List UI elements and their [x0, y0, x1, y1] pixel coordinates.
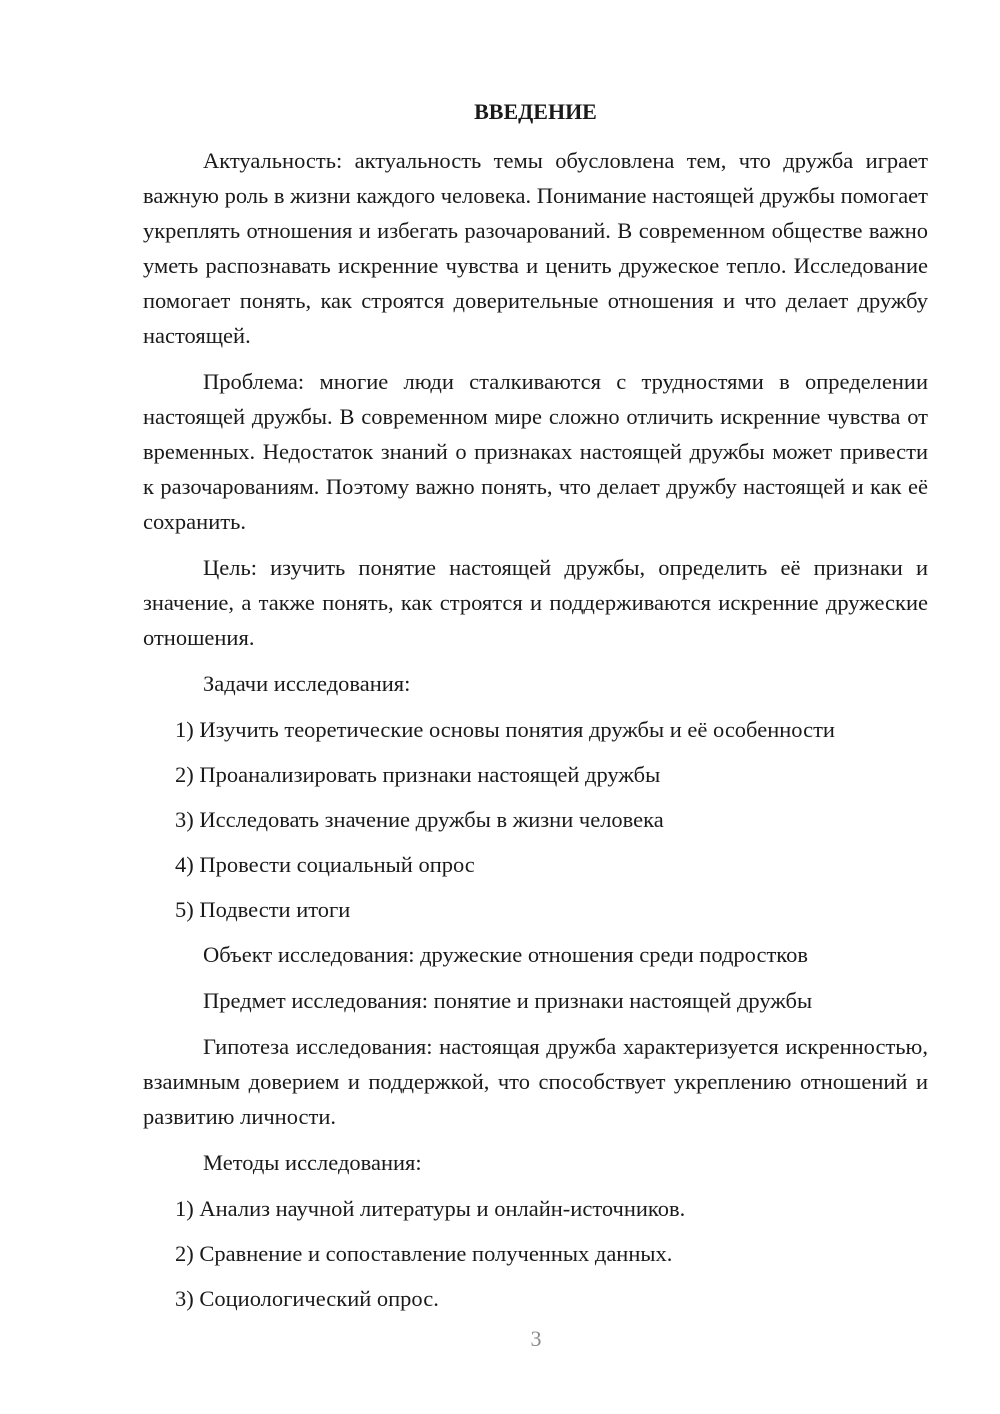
tasks-list	[143, 712, 928, 927]
subject-line: Предмет исследования: понятие и признаки настоящей дружбы	[203, 988, 813, 1013]
list-item: 3) Исследовать значение дружбы в жизни человека	[175, 807, 664, 832]
list-item: 5) Подвести итоги	[175, 897, 351, 922]
relevance-paragraph: Актуальность: актуальность темы обусловлена тем, что дружба играет важную роль в жизни каждого человека. Понимание настоящей дружбы помогает укреплять отношения и избегать разочарований. В современном обществе важно уметь распознавать искренние чувства и ценить дружеское тепло. Исследование помогает понять, как строятся доверительные отношения и что делает дружбу настоящей.	[143, 148, 929, 348]
list-item: 2) Проанализировать признаки настоящей дружбы	[175, 762, 661, 787]
tasks-heading: Задачи исследования:	[203, 671, 411, 696]
page-number: 3	[530, 1326, 542, 1351]
list-item: 2) Сравнение и сопоставление полученных данных.	[175, 1241, 673, 1266]
methods-list	[143, 1191, 928, 1316]
problem-paragraph: Проблема: многие люди сталкиваются с трудностями в определении настоящей дружбы. В современном мире сложно отличить искренние чувства от временных. Недостаток знаний о признаках настоящей дружбы может привести к разочарованиям. Поэтому важно понять, что делает дружбу настоящей и как её сохранить.	[143, 369, 928, 534]
page-content	[143, 94, 928, 1326]
hypothesis-paragraph: Гипотеза исследования: настоящая дружба характеризуется искренностью, взаимным доверием и поддержкой, что способствует укреплению отношений и развитию личности.	[143, 1034, 928, 1129]
page-title: ВВЕДЕНИЕ	[474, 99, 597, 124]
goal-paragraph: Цель: изучить понятие настоящей дружбы, определить её признаки и значение, а также понять, как строятся и поддерживаются искренние дружеские отношения.	[143, 555, 928, 650]
methods-heading: Методы исследования:	[203, 1150, 422, 1175]
list-item: 1) Изучить теоретические основы понятия дружбы и её особенности	[175, 717, 835, 742]
list-item: 4) Провести социальный опрос	[175, 852, 475, 877]
object-line: Объект исследования: дружеские отношения среди подростков	[203, 942, 808, 967]
list-item: 1) Анализ научной литературы и онлайн-источников.	[175, 1196, 686, 1221]
list-item: 3) Социологический опрос.	[175, 1286, 439, 1311]
